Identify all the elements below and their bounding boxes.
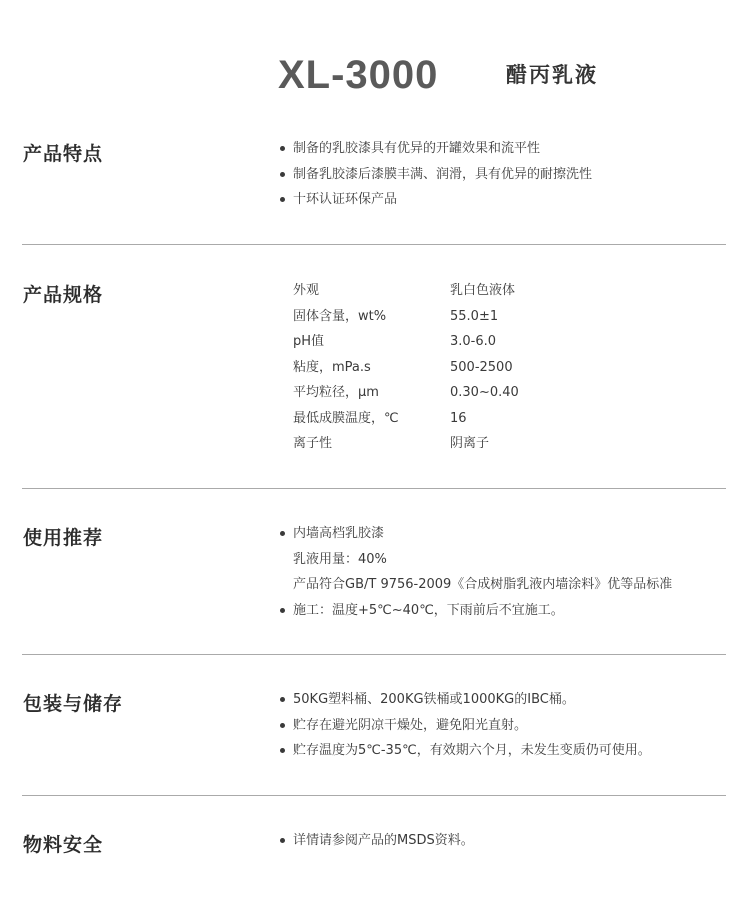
storage-list bbox=[278, 687, 651, 764]
list-item: 乳液用量：40% bbox=[293, 551, 387, 567]
list-item: 十环认证环保产品 bbox=[278, 187, 592, 213]
list-item: 制备的乳胶漆具有优异的开罐效果和流平性 bbox=[278, 136, 592, 162]
features-list bbox=[278, 136, 592, 213]
list-item: 内墙高档乳胶漆 bbox=[278, 521, 672, 547]
section-divider bbox=[22, 795, 726, 796]
specs-title: 产品规格 bbox=[23, 284, 104, 306]
spec-value: 阴离子 bbox=[450, 436, 490, 451]
list-item: 贮存温度为5℃-35℃，有效期六个月，未发生变质仍可使用。 bbox=[278, 738, 651, 764]
section-divider bbox=[22, 244, 726, 245]
product-name: 醋丙乳液 bbox=[506, 63, 598, 87]
spec-value: 16 bbox=[450, 410, 467, 426]
spec-label: 离子性 bbox=[293, 436, 333, 451]
spec-value: 55.0±1 bbox=[450, 308, 499, 324]
spec-label: 固体含量，wt% bbox=[293, 308, 387, 324]
spec-value: 0.30~0.40 bbox=[450, 385, 519, 400]
list-item: 产品符合GB/T 9756-2009《合成树脂乳液内墙涂料》优等品标准 bbox=[293, 577, 673, 592]
list-item: 贮存在避光阴凉干燥处，避免阳光直射。 bbox=[278, 713, 651, 739]
spec-value: 500-2500 bbox=[450, 359, 513, 375]
spec-label: 外观 bbox=[293, 283, 320, 298]
spec-label: 平均粒径，μm bbox=[293, 385, 379, 400]
list-item: 制备乳胶漆后漆膜丰满、润滑，具有优异的耐擦洗性 bbox=[278, 162, 592, 188]
usage-title: 使用推荐 bbox=[23, 527, 104, 549]
spec-value: 乳白色液体 bbox=[450, 283, 516, 298]
storage-title: 包装与储存 bbox=[23, 693, 124, 715]
usage-list bbox=[278, 521, 672, 623]
spec-label: pH值 bbox=[293, 334, 325, 349]
list-item: 施工：温度+5℃~40℃，下雨前后不宜施工。 bbox=[278, 598, 672, 624]
product-model: XL-3000 bbox=[278, 53, 439, 97]
section-divider bbox=[22, 488, 726, 489]
safety-list bbox=[278, 828, 474, 854]
product-header bbox=[278, 52, 698, 98]
features-title: 产品特点 bbox=[23, 143, 104, 165]
safety-title: 物料安全 bbox=[23, 834, 104, 856]
spec-label: 最低成膜温度，℃ bbox=[293, 410, 399, 426]
list-item: 详情请参阅产品的MSDS资料。 bbox=[278, 828, 474, 854]
spec-value: 3.0-6.0 bbox=[450, 334, 497, 349]
section-divider bbox=[22, 654, 726, 655]
spec-label: 粘度，mPa.s bbox=[293, 359, 371, 375]
list-item: 50KG塑料桶、200KG铁桶或1000KG的IBC桶。 bbox=[278, 687, 651, 713]
